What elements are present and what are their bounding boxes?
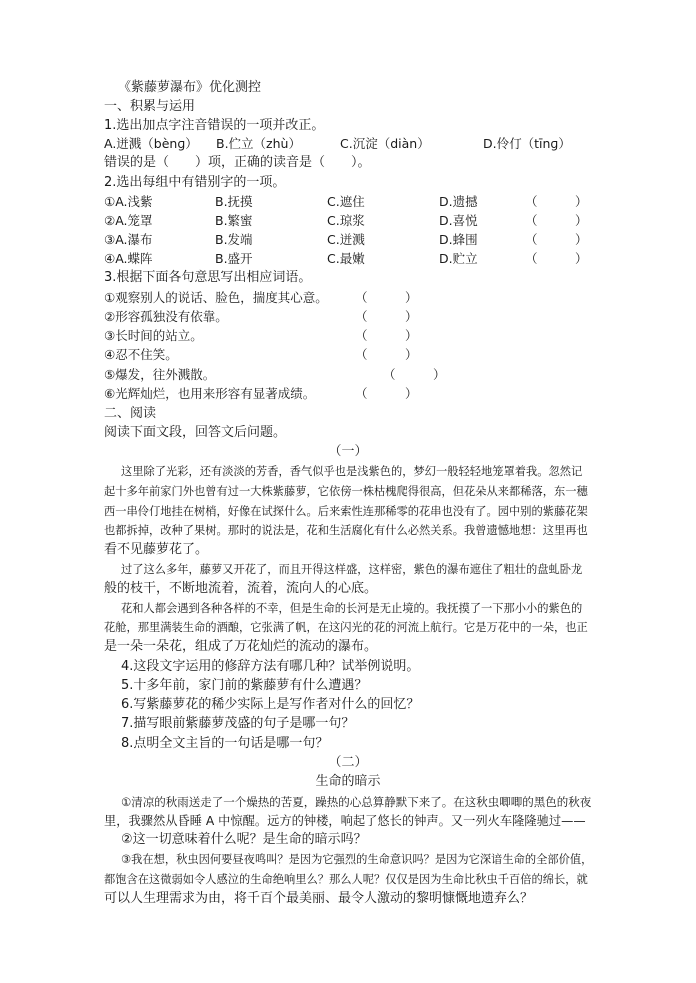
p1-para3-line2: 花舱，那里满装生命的酒酿，它张满了帆，在这闪光的花的河流上航行。它是万花中的一朵，也正 xyxy=(104,621,588,634)
part-2-title: 生命的暗示 xyxy=(315,774,381,789)
q1-option-c: C.沉淀（diàn） xyxy=(340,136,430,151)
q3-blank-2: （ ） xyxy=(355,309,418,324)
p2-para3-line3: 可以人生理需求为由，将千百个最美丽、最令人激动的黎明慷慨地遗弃么？ xyxy=(104,891,534,906)
q3-blank-4: （ ） xyxy=(355,347,418,362)
p1-para1-line3: 西一串伶仃地挂在树梢，好像在试探什么。后来索性连那稀零的花串也没有了。园中别的紫藤花架 xyxy=(104,505,588,518)
q3-blank-1: （ ） xyxy=(355,290,418,305)
q3-item-4: ④忍不住笑。 xyxy=(104,347,178,362)
q2-row2-b: B.繁蜜 xyxy=(215,213,253,228)
q2-row2-blank: （ ） xyxy=(525,213,588,228)
q2-row4-a: ④A.蝶阵 xyxy=(104,251,153,266)
q3-item-2: ②形容孤独没有依靠。 xyxy=(104,309,228,324)
q2-row3-blank: （ ） xyxy=(525,232,588,247)
q2-row4-c: C.最嫩 xyxy=(327,251,365,266)
question-3-stem: 3.根据下面各句意思写出相应词语。 xyxy=(104,270,312,285)
q3-item-3: ③长时间的站立。 xyxy=(104,328,203,343)
p1-para1-line1: 这里除了光彩，还有淡淡的芳香，香气似乎也是浅紫色的，梦幻一般轻轻地笼罩着我。忽然记 xyxy=(121,465,583,478)
q2-row4-d: D.贮立 xyxy=(439,251,478,266)
q2-row4-blank: （ ） xyxy=(525,251,588,266)
p1-para1-line4: 也都拆掉，改种了果树。那时的说法是，花和生活腐化有什么必然关系。我曾遗憾地想：这里再也 xyxy=(104,524,588,537)
q3-item-1: ①观察别人的说话、脸色，揣度其心意。 xyxy=(104,290,328,305)
question-5: 5.十多年前，家门前的紫藤萝有什么遭遇？ xyxy=(121,678,368,693)
p1-para3-line3: 是一朵一朵花，组成了万花灿烂的流动的瀑布。 xyxy=(104,639,378,654)
q2-row3-b: B.发端 xyxy=(215,232,253,247)
p1-para2-line1: 过了这么多年，藤萝又开花了，而且开得这样盛，这样密，紫色的瀑布遮住了粗壮的盘虬卧龙 xyxy=(121,563,583,576)
question-4: 4.这段文字运用的修辞方法有哪几种？试举例说明。 xyxy=(121,659,420,674)
p1-para1-line5: 看不见藤萝花了。 xyxy=(104,542,209,557)
p2-para1-line2: 里，我骤然从昏睡 A 中惊醒。远方的钟楼，响起了悠长的钟声。又一列火车隆隆驰过—— xyxy=(104,814,586,828)
question-8: 8.点明全文主旨的一句话是哪一句？ xyxy=(121,736,329,751)
question-7: 7.描写眼前紫藤萝茂盛的句子是哪一句？ xyxy=(121,716,355,731)
doc-title: 《紫藤萝瀑布》优化测控 xyxy=(118,80,262,95)
q2-row3-a: ③A.瀑布 xyxy=(104,232,153,247)
q3-blank-5: （ ） xyxy=(383,367,446,382)
p1-para3-line1: 花和人都会遇到各种各样的不幸，但是生命的长河是无止境的。我抚摸了一下那小小的紫色的 xyxy=(121,602,583,615)
q1-option-a: A.迸溅（bènɡ） xyxy=(104,136,198,151)
p2-para1-line1: ①清凉的秋雨送走了一个燥热的苦夏，躁热的心总算静默下来了。在这秋虫唧唧的黑色的秋夜 xyxy=(121,795,592,809)
p1-para1-line2: 起十多年前家门外也曾有过一大株紫藤萝，它依傍一株枯槐爬得很高，但花朵从来都稀落，东一穗 xyxy=(104,485,588,498)
q2-row4-b: B.盛开 xyxy=(215,251,253,266)
q3-item-5: ⑤爆发，往外溅散。 xyxy=(104,367,216,382)
q2-row1-a: ①A.浅紫 xyxy=(104,194,153,209)
question-2-stem: 2.选出每组中有错别字的一项。 xyxy=(104,175,286,190)
q2-row1-d: D.遗撼 xyxy=(439,194,478,209)
question-1-stem: 1.选出加点字注音错误的一项并改正。 xyxy=(104,118,325,133)
p1-para2-line2: 般的枝干，不断地流着，流着，流向人的心底。 xyxy=(104,581,378,596)
q2-row2-d: D.喜悦 xyxy=(439,213,478,228)
question-6: 6.写紫藤萝花的稀少实际上是写作者对什么的回忆？ xyxy=(121,697,420,712)
q2-row1-b: B.抚摸 xyxy=(215,194,253,209)
q2-row2-c: C.琼浆 xyxy=(327,213,365,228)
q2-row3-d: D.蜂围 xyxy=(439,232,478,247)
section-heading-2: 二、阅读 xyxy=(104,406,157,421)
reading-intro: 阅读下面文段，回答文后问题。 xyxy=(104,425,287,440)
section-heading-1: 一、积累与运用 xyxy=(104,99,196,114)
part-2-label: （二） xyxy=(328,755,368,770)
p2-para3-line1: ③我在想，秋虫因何要昼夜鸣叫？是因为它强烈的生命意识吗？是因为它深谙生命的全部价值， xyxy=(121,853,593,866)
p2-para2: ②这一切意味着什么呢？是生命的暗示吗？ xyxy=(121,832,367,847)
part-1-label: （一） xyxy=(328,444,368,459)
q2-row1-blank: （ ） xyxy=(525,194,588,209)
q2-row2-a: ②A.笼罩 xyxy=(104,213,153,228)
q3-item-6: ⑥光辉灿烂，也用来形容有显著成绩。 xyxy=(104,386,316,401)
q2-row1-c: C.遮住 xyxy=(327,194,365,209)
q3-blank-6: （ ） xyxy=(355,386,418,401)
q1-answer-line: 错误的是（ ）项，正确的读音是（ ）。 xyxy=(104,155,371,170)
q1-option-d: D.伶仃（tīnɡ） xyxy=(483,136,571,151)
p2-para3-line2: 都饱含在这微弱如令人感泣的生命绝响里么？那么人呢？仅仅是因为生命比秋虫千百倍的绵长，就 xyxy=(104,873,588,886)
q1-option-b: B.伫立（zhù） xyxy=(216,136,301,151)
q2-row3-c: C.迸溅 xyxy=(327,232,365,247)
q3-blank-3: （ ） xyxy=(355,328,418,343)
